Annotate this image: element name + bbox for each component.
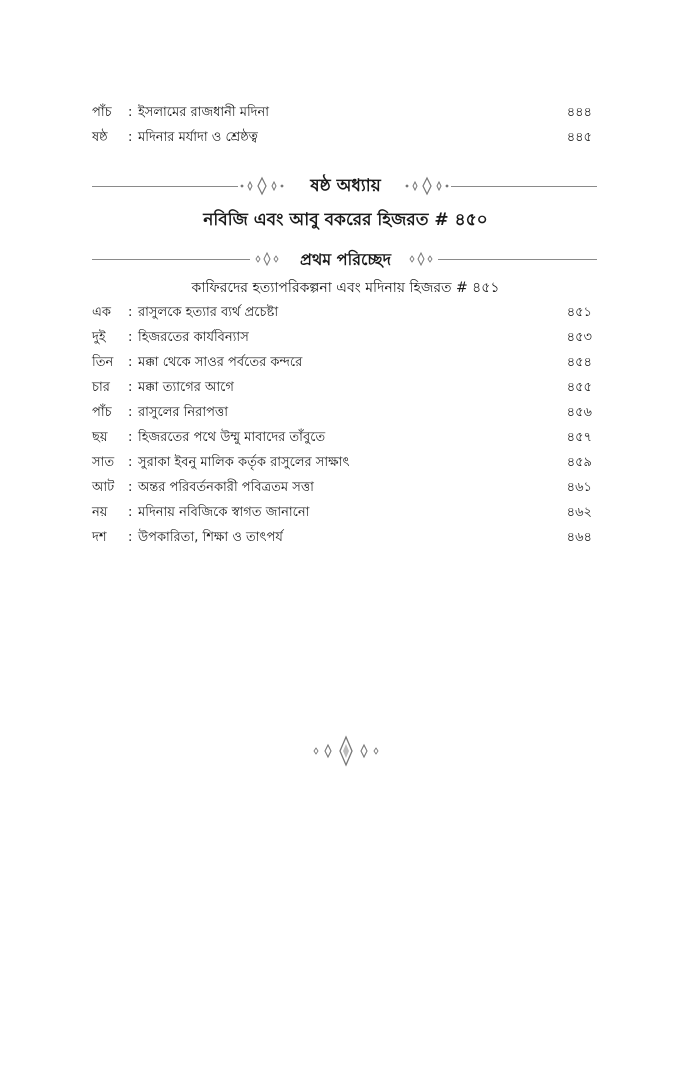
entry-page-number: ৪৫৩ <box>566 330 592 345</box>
end-ornament-icon <box>306 734 386 768</box>
entry-page-number: ৪৬৪ <box>566 530 592 545</box>
entry-title: মদিনায় নবিজিকে স্বাগত জানানো <box>138 505 310 520</box>
entry-number: পাঁচ <box>92 405 112 420</box>
entry-separator: : <box>128 330 133 345</box>
entry-title: ইসলামের রাজধানী মদিনা <box>138 105 270 120</box>
entry-title: হিজরতের কার্যবিন্যাস <box>138 330 249 345</box>
entry-number: এক <box>92 305 111 320</box>
entry-title: রাসুলকে হত্যার ব্যর্থ প্রচেষ্টা <box>138 305 279 320</box>
entry-number: দুই <box>92 330 106 345</box>
entry-separator: : <box>128 380 133 395</box>
entry-title: মক্কা ত্যাগের আগে <box>138 380 234 395</box>
entry-title: উপকারিতা, শিক্ষা ও তাৎপর্য <box>138 530 283 545</box>
divider-line <box>451 186 597 187</box>
entry-separator: : <box>128 430 133 445</box>
toc-entry <box>92 527 592 549</box>
entry-number: ছয় <box>92 430 108 445</box>
entry-page-number: ৪৫৭ <box>566 430 592 445</box>
entry-separator: : <box>128 505 133 520</box>
toc-entry <box>92 477 592 499</box>
entry-separator: : <box>128 130 133 145</box>
entry-title: মক্কা থেকে সাওর পর্বতের কন্দরে <box>138 355 303 370</box>
toc-entry <box>92 452 592 474</box>
toc-entry <box>92 502 592 524</box>
entry-separator: : <box>128 305 133 320</box>
chapter-subtitle: নবিজি এবং আবু বকরের হিজরত # ৪৫০ <box>203 210 488 230</box>
entry-separator: : <box>128 405 133 420</box>
entry-page-number: ৪৬২ <box>566 505 592 520</box>
entry-page-number: ৪৪৫ <box>566 130 592 145</box>
entry-page-number: ৪৫৫ <box>566 380 592 395</box>
ornament-icon <box>406 251 436 267</box>
entry-page-number: ৪৫৯ <box>566 455 592 470</box>
ornament-icon <box>403 176 451 196</box>
section-subtitle: কাফিরদের হত্যাপরিকল্পনা এবং মদিনায় হিজরত # ৪৫১ <box>191 280 500 296</box>
entry-title: রাসুলের নিরাপত্তা <box>138 405 228 420</box>
entry-page-number: ৪৪৪ <box>566 105 592 120</box>
entry-page-number: ৪৫১ <box>566 305 592 320</box>
entry-number: সাত <box>92 455 115 470</box>
toc-entry <box>92 377 592 399</box>
entry-number: আট <box>92 480 115 495</box>
toc-entry <box>92 302 592 324</box>
entry-number: নয় <box>92 505 108 520</box>
chapter-title: ষষ্ঠ অধ্যায় <box>310 176 381 196</box>
entry-page-number: ৪৫৬ <box>566 405 592 420</box>
toc-entry <box>92 102 592 124</box>
entry-number: চার <box>92 380 110 395</box>
section-title: প্রথম পরিচ্ছেদ <box>300 250 391 269</box>
toc-entry <box>92 352 592 374</box>
toc-entry <box>92 127 592 149</box>
toc-entry <box>92 427 592 449</box>
entry-title: হিজরতের পথে উম্মু মাবাদের তাঁবুতে <box>138 430 326 445</box>
divider-line <box>438 259 597 260</box>
entry-number: পাঁচ <box>92 105 112 120</box>
entry-separator: : <box>128 480 133 495</box>
entry-separator: : <box>128 455 133 470</box>
entry-title: মদিনার মর্যাদা ও শ্রেষ্ঠত্ব <box>138 130 258 145</box>
entry-number: দশ <box>92 530 107 545</box>
entry-title: সুরাকা ইবনু মালিক কর্তৃক রাসুলের সাক্ষাৎ <box>138 455 350 470</box>
entry-page-number: ৪৫৪ <box>566 355 592 370</box>
entry-title: অন্তর পরিবর্তনকারী পবিত্রতম সত্তা <box>138 480 314 495</box>
entry-separator: : <box>128 105 133 120</box>
entry-separator: : <box>128 355 133 370</box>
entry-number: তিন <box>92 355 114 370</box>
toc-entry <box>92 402 592 424</box>
entry-number: ষষ্ঠ <box>92 130 108 145</box>
entry-page-number: ৪৬১ <box>566 480 592 495</box>
entry-separator: : <box>128 530 133 545</box>
toc-entry <box>92 327 592 349</box>
